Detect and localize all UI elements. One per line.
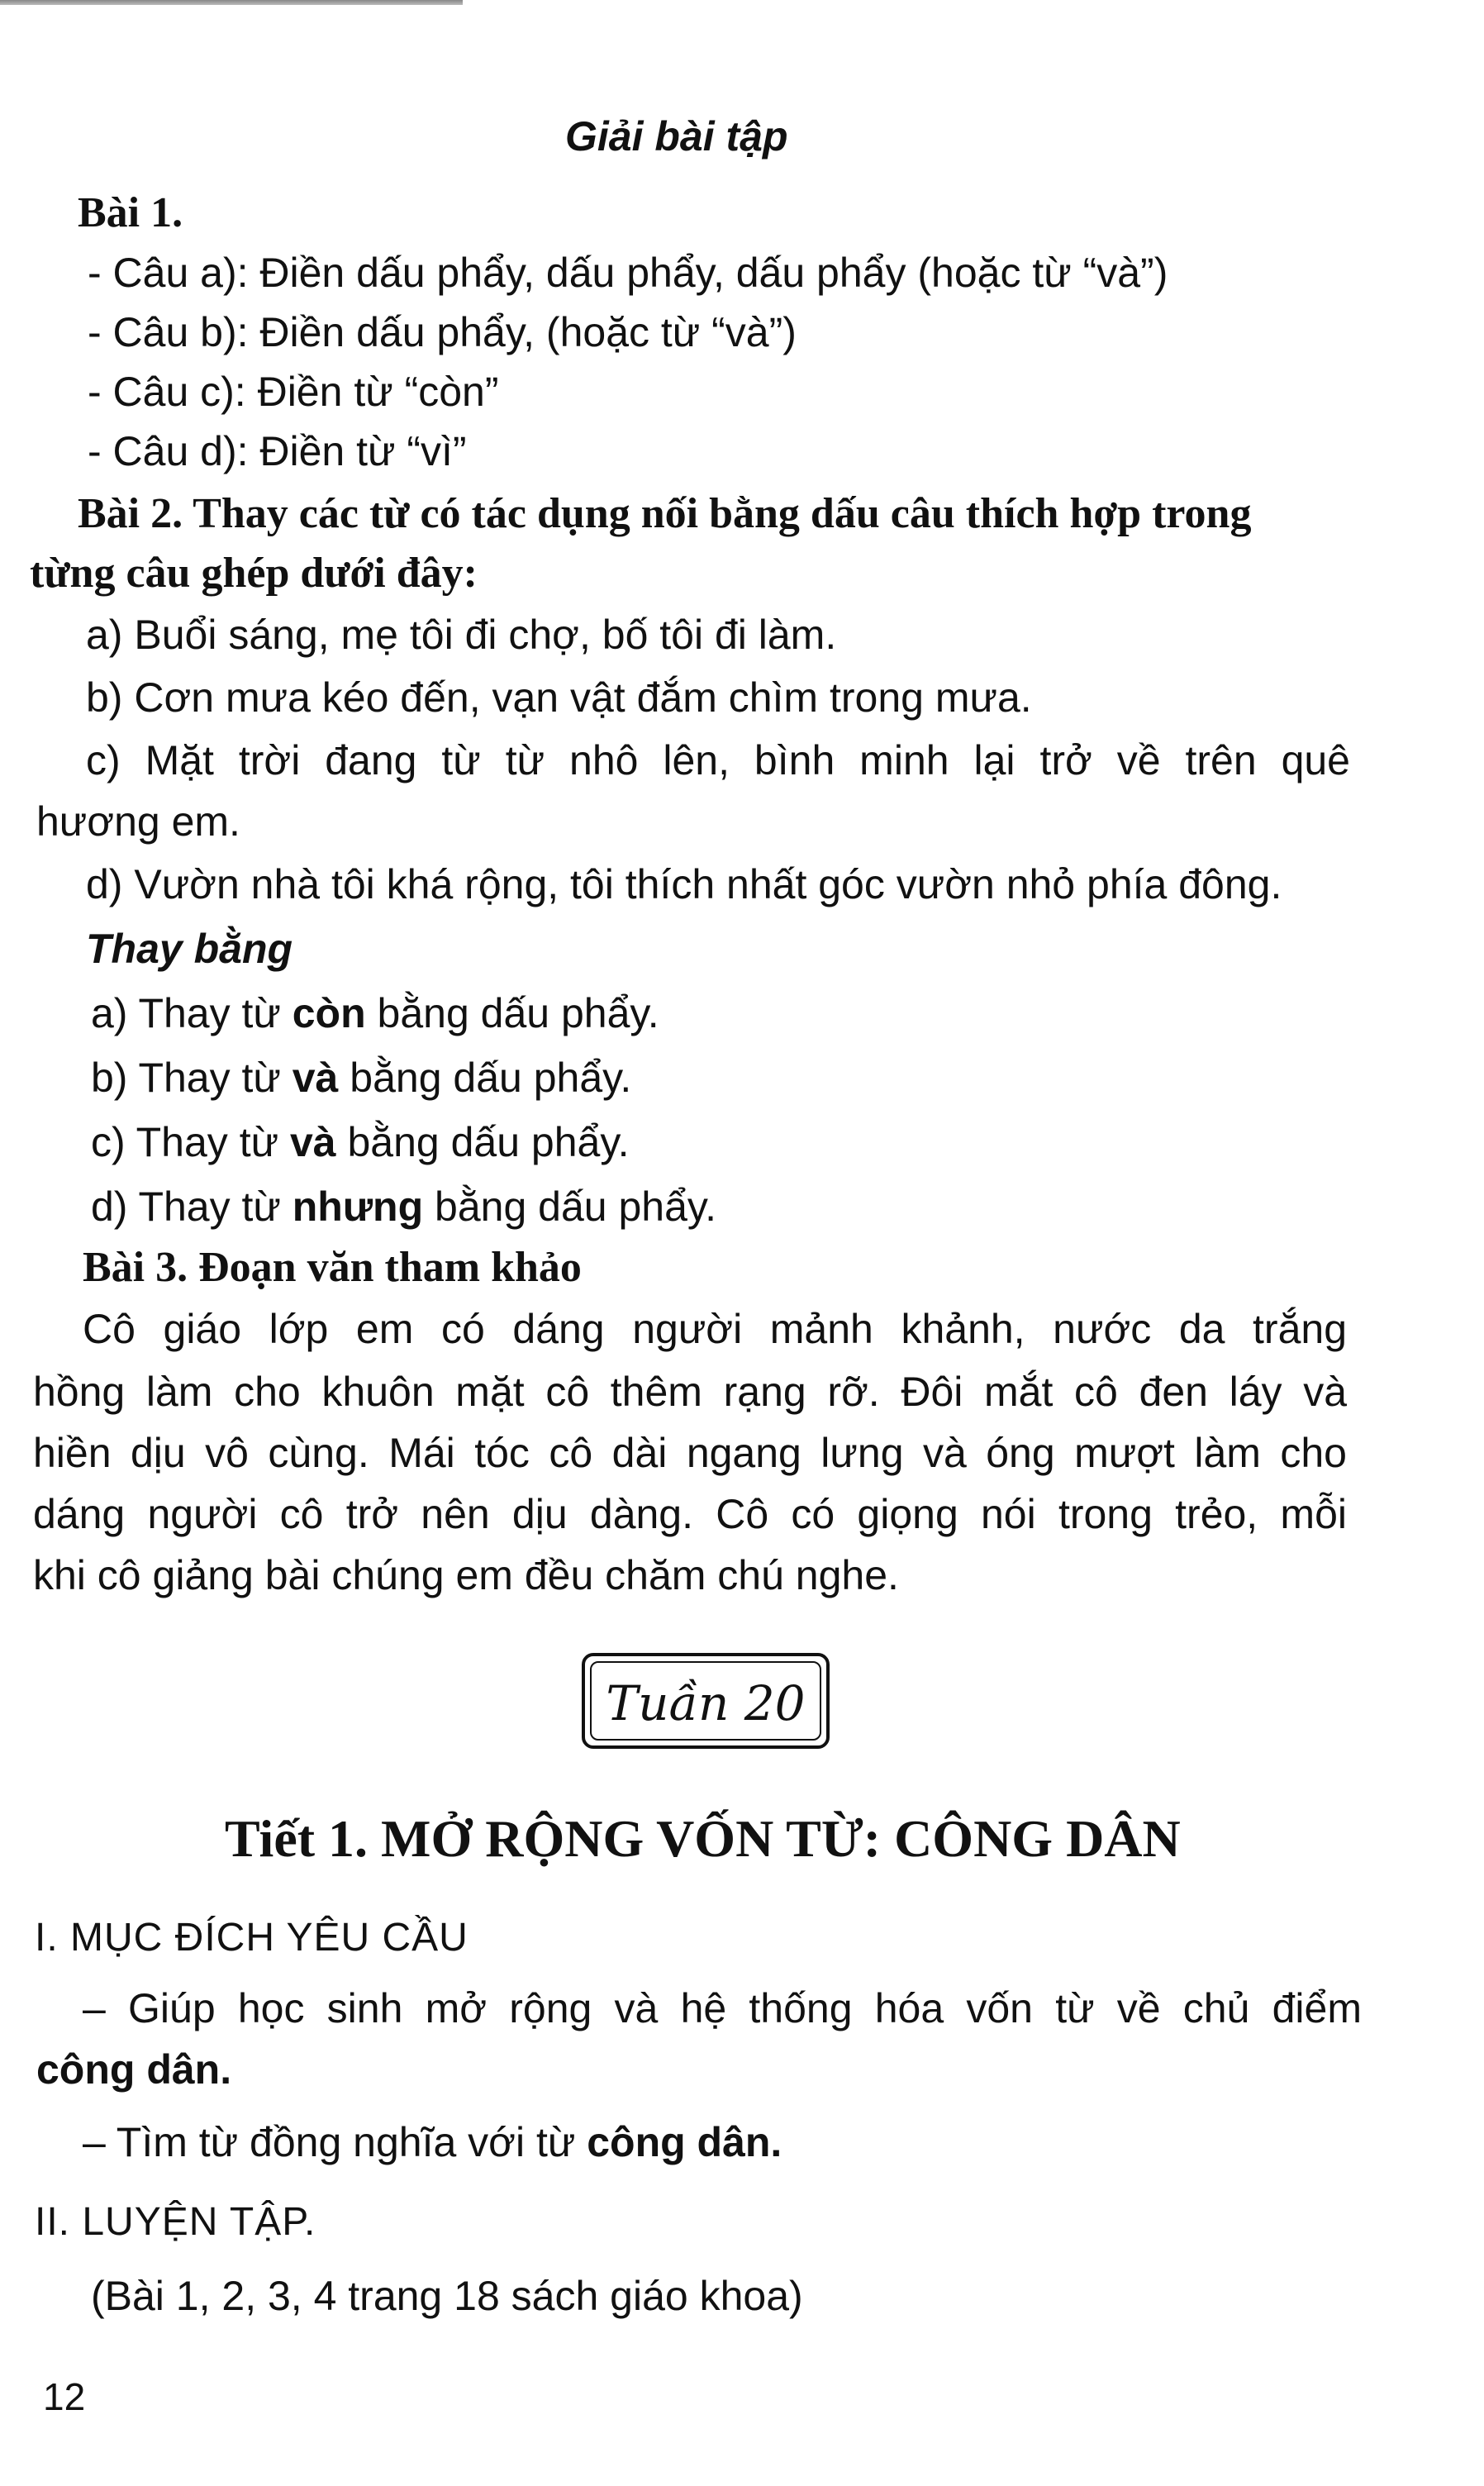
section-2-heading: II. LUYỆN TẬP. xyxy=(35,2200,316,2244)
exercise-2-sentence-d: d) Vườn nhà tôi khá rộng, tôi thích nhất góc vườn nhỏ phía đông. xyxy=(86,861,1282,907)
replacement-prefix: a) Thay từ xyxy=(91,990,293,1036)
exercise-1-item-d: - Câu d): Điền từ “vì” xyxy=(88,428,467,474)
exercise-2-sentence-a: a) Buổi sáng, mẹ tôi đi chợ, bố tôi đi làm. xyxy=(86,612,837,658)
exercise-2-sentence-b: b) Cơn mưa kéo đến, vạn vật đắm chìm trong mưa. xyxy=(86,674,1032,721)
exercise-1-title: Bài 1. xyxy=(78,189,183,236)
page-number: 12 xyxy=(43,2375,86,2418)
top-edge-rule xyxy=(0,0,463,5)
practice-note: (Bài 1, 2, 3, 4 trang 18 sách giáo khoa) xyxy=(91,2273,803,2319)
section-1-heading: I. MỤC ĐÍCH YÊU CẦU xyxy=(35,1916,469,1960)
exercise-2-title-cont: từng câu ghép dưới đây: xyxy=(30,550,478,597)
replacement-suffix: bằng dấu phẩy. xyxy=(365,990,659,1036)
replacement-prefix: c) Thay từ xyxy=(91,1119,290,1165)
paragraph-line-2: hồng làm cho khuôn mặt cô thêm rạng rỡ. Đôi mắt cô đen láy và xyxy=(33,1369,1347,1415)
replacement-word: và xyxy=(292,1055,339,1101)
replacement-suffix: bằng dấu phẩy. xyxy=(335,1119,630,1165)
replacement-prefix: b) Thay từ xyxy=(91,1055,293,1101)
objective-2-keyword: công dân. xyxy=(587,2119,782,2165)
replacement-word: còn xyxy=(292,990,366,1036)
paragraph-line-5: khi cô giảng bài chúng em đều chăm chú nghe. xyxy=(33,1552,899,1598)
replacement-a xyxy=(91,982,659,1045)
replacement-word: nhưng xyxy=(292,1183,424,1230)
replacement-suffix: bằng dấu phẩy. xyxy=(423,1183,717,1230)
exercise-2-sentence-c: c) Mặt trời đang từ từ nhô lên, bình minh lại trở về trên quê xyxy=(86,737,1350,783)
exercise-2-sentence-c-cont: hương em. xyxy=(36,798,240,845)
replace-heading: Thay bằng xyxy=(86,926,293,972)
page-header: Giải bài tập xyxy=(565,113,788,160)
exercise-2-title: Bài 2. Thay các từ có tác dụng nối bằng dấu câu thích hợp trong xyxy=(78,490,1252,537)
replacement-prefix: d) Thay từ xyxy=(91,1183,293,1230)
exercise-1-item-b: - Câu b): Điền dấu phẩy, (hoặc từ “và”) xyxy=(88,309,797,355)
replacement-d xyxy=(91,1175,716,1238)
paragraph-line-1: Cô giáo lớp em có dáng người mảnh khảnh, nước da trắng xyxy=(83,1306,1347,1352)
paragraph-line-3: hiền dịu vô cùng. Mái tóc cô dài ngang lưng và óng mượt làm cho xyxy=(33,1430,1347,1476)
replacement-b xyxy=(91,1046,631,1109)
replacement-suffix: bằng dấu phẩy. xyxy=(338,1055,632,1101)
objective-2 xyxy=(83,2111,782,2174)
week-badge xyxy=(582,1653,830,1749)
week-label: Tuần 20 xyxy=(606,1675,806,1731)
lesson-title: Tiết 1. MỞ RỘNG VỐN TỪ: CÔNG DÂN xyxy=(225,1809,1181,1868)
objective-1-cont: công dân. xyxy=(36,2046,232,2093)
exercise-3-title: Bài 3. Đoạn văn tham khảo xyxy=(83,1244,582,1291)
exercise-1-item-c: - Câu c): Điền từ “còn” xyxy=(88,369,499,415)
objective-1: – Giúp học sinh mở rộng và hệ thống hóa vốn từ về chủ điểm xyxy=(83,1985,1362,2031)
replacement-word: và xyxy=(289,1119,336,1165)
exercise-1-item-a: - Câu a): Điền dấu phẩy, dấu phẩy, dấu phẩy (hoặc từ “và”) xyxy=(88,250,1168,296)
replacement-c xyxy=(91,1111,630,1174)
paragraph-line-4: dáng người cô trở nên dịu dàng. Cô có giọng nói trong trẻo, mỗi xyxy=(33,1491,1347,1537)
objective-2-text: – Tìm từ đồng nghĩa với từ xyxy=(83,2119,587,2165)
